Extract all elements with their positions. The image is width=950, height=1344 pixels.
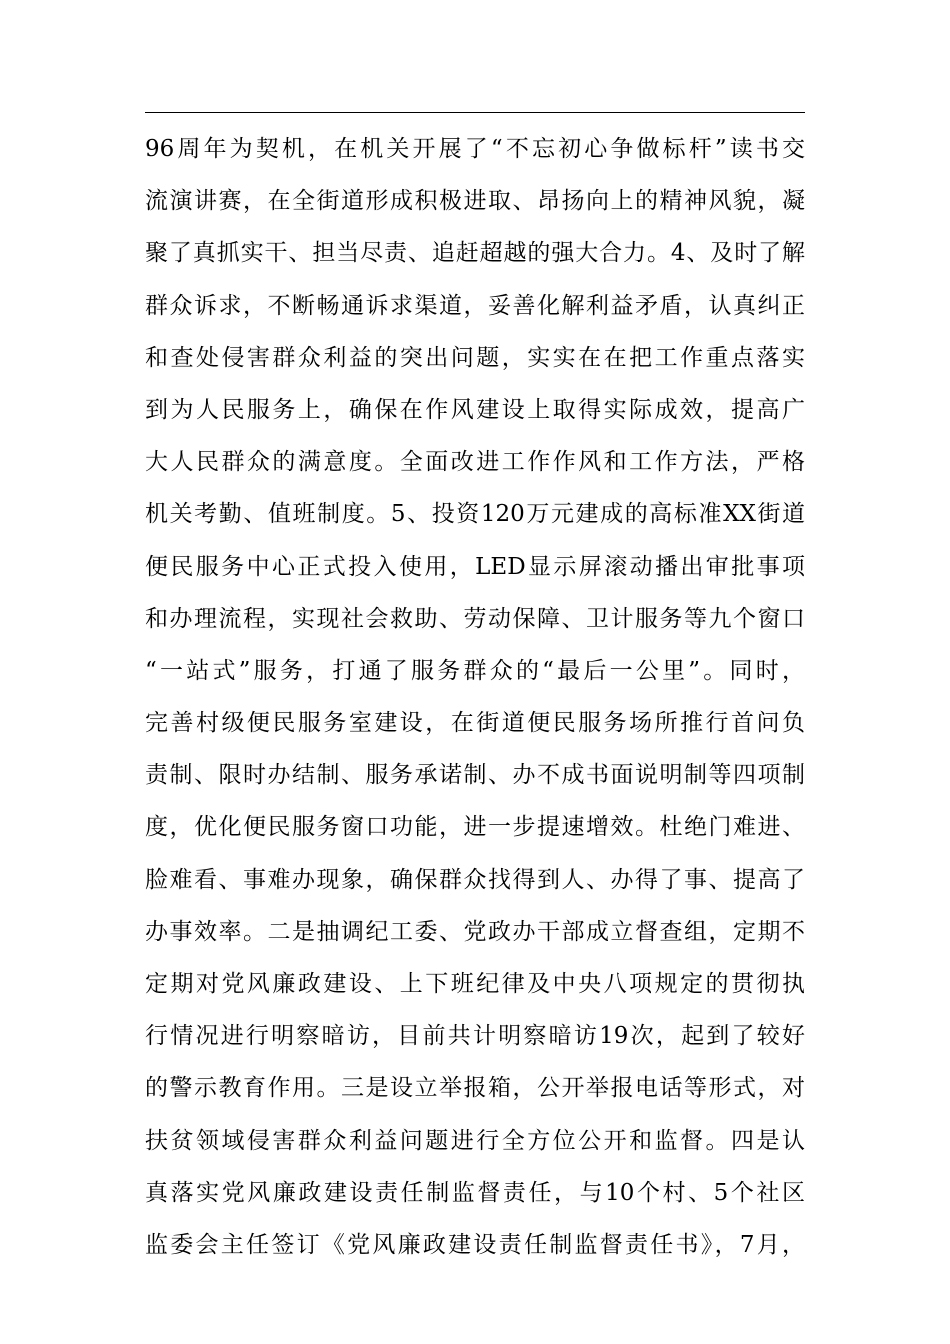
text-line-20: 扶贫领域侵害群众利益问题进行全方位公开和监督。四是认 xyxy=(145,1127,805,1154)
text-line-18: 行情况进行明察暗访，目前共计明察暗访19次，起到了较好 xyxy=(145,1023,805,1050)
body-text xyxy=(145,123,805,1271)
text-line-17: 定期对党风廉政建设、上下班纪律及中央八项规定的贯彻执 xyxy=(145,971,805,997)
text-line-13: 责制、限时办结制、服务承诺制、办不成书面说明制等四项制 xyxy=(145,762,805,789)
text-line-12: 完善村级便民服务室建设，在街道便民服务场所推行首问负 xyxy=(145,710,805,737)
text-line-5: 和查处侵害群众利益的突出问题，实实在在把工作重点落实 xyxy=(145,344,805,371)
text-line-10: 和办理流程，实现社会救助、劳动保障、卫计服务等九个窗口 xyxy=(145,605,805,632)
text-line-6: 到为人民服务上，确保在作风建设上取得实际成效，提高广 xyxy=(145,396,805,423)
text-line-8: 机关考勤、值班制度。5、投资120万元建成的高标准XX街道 xyxy=(145,501,805,528)
text-line-7: 大人民群众的满意度。全面改进工作作风和工作方法，严格 xyxy=(145,449,805,476)
text-line-3: 聚了真抓实干、担当尽责、追赶超越的强大合力。4、及时了解 xyxy=(145,240,805,267)
text-line-15: 脸难看、事难办现象，确保群众找得到人、办得了事、提高了 xyxy=(145,866,805,893)
text-line-22: 监委会主任签订《党风廉政建设责任制监督责任书》，7月， xyxy=(145,1231,805,1258)
text-line-14: 度，优化便民服务窗口功能，进一步提速增效。杜绝门难进、 xyxy=(145,814,805,841)
text-line-4: 群众诉求，不断畅通诉求渠道，妥善化解利益矛盾，认真纠正 xyxy=(145,292,805,319)
text-line-1: 96周年为契机，在机关开展了“不忘初心争做标杆”读书交 xyxy=(145,136,805,162)
text-line-21: 真落实党风廉政建设责任制监督责任，与10个村、5个社区 xyxy=(145,1179,805,1206)
text-line-16: 办事效率。二是抽调纪工委、党政办干部成立督查组，定期不 xyxy=(145,918,805,945)
text-line-11: “一站式”服务，打通了服务群众的“最后一公里”。同时， xyxy=(145,657,805,684)
header-rule xyxy=(145,112,805,113)
text-line-9: 便民服务中心正式投入使用，LED显示屏滚动播出审批事项 xyxy=(145,553,805,580)
text-line-2: 流演讲赛，在全街道形成积极进取、昂扬向上的精神风貌，凝 xyxy=(145,188,805,215)
text-line-19: 的警示教育作用。三是设立举报箱，公开举报电话等形式，对 xyxy=(145,1075,805,1102)
